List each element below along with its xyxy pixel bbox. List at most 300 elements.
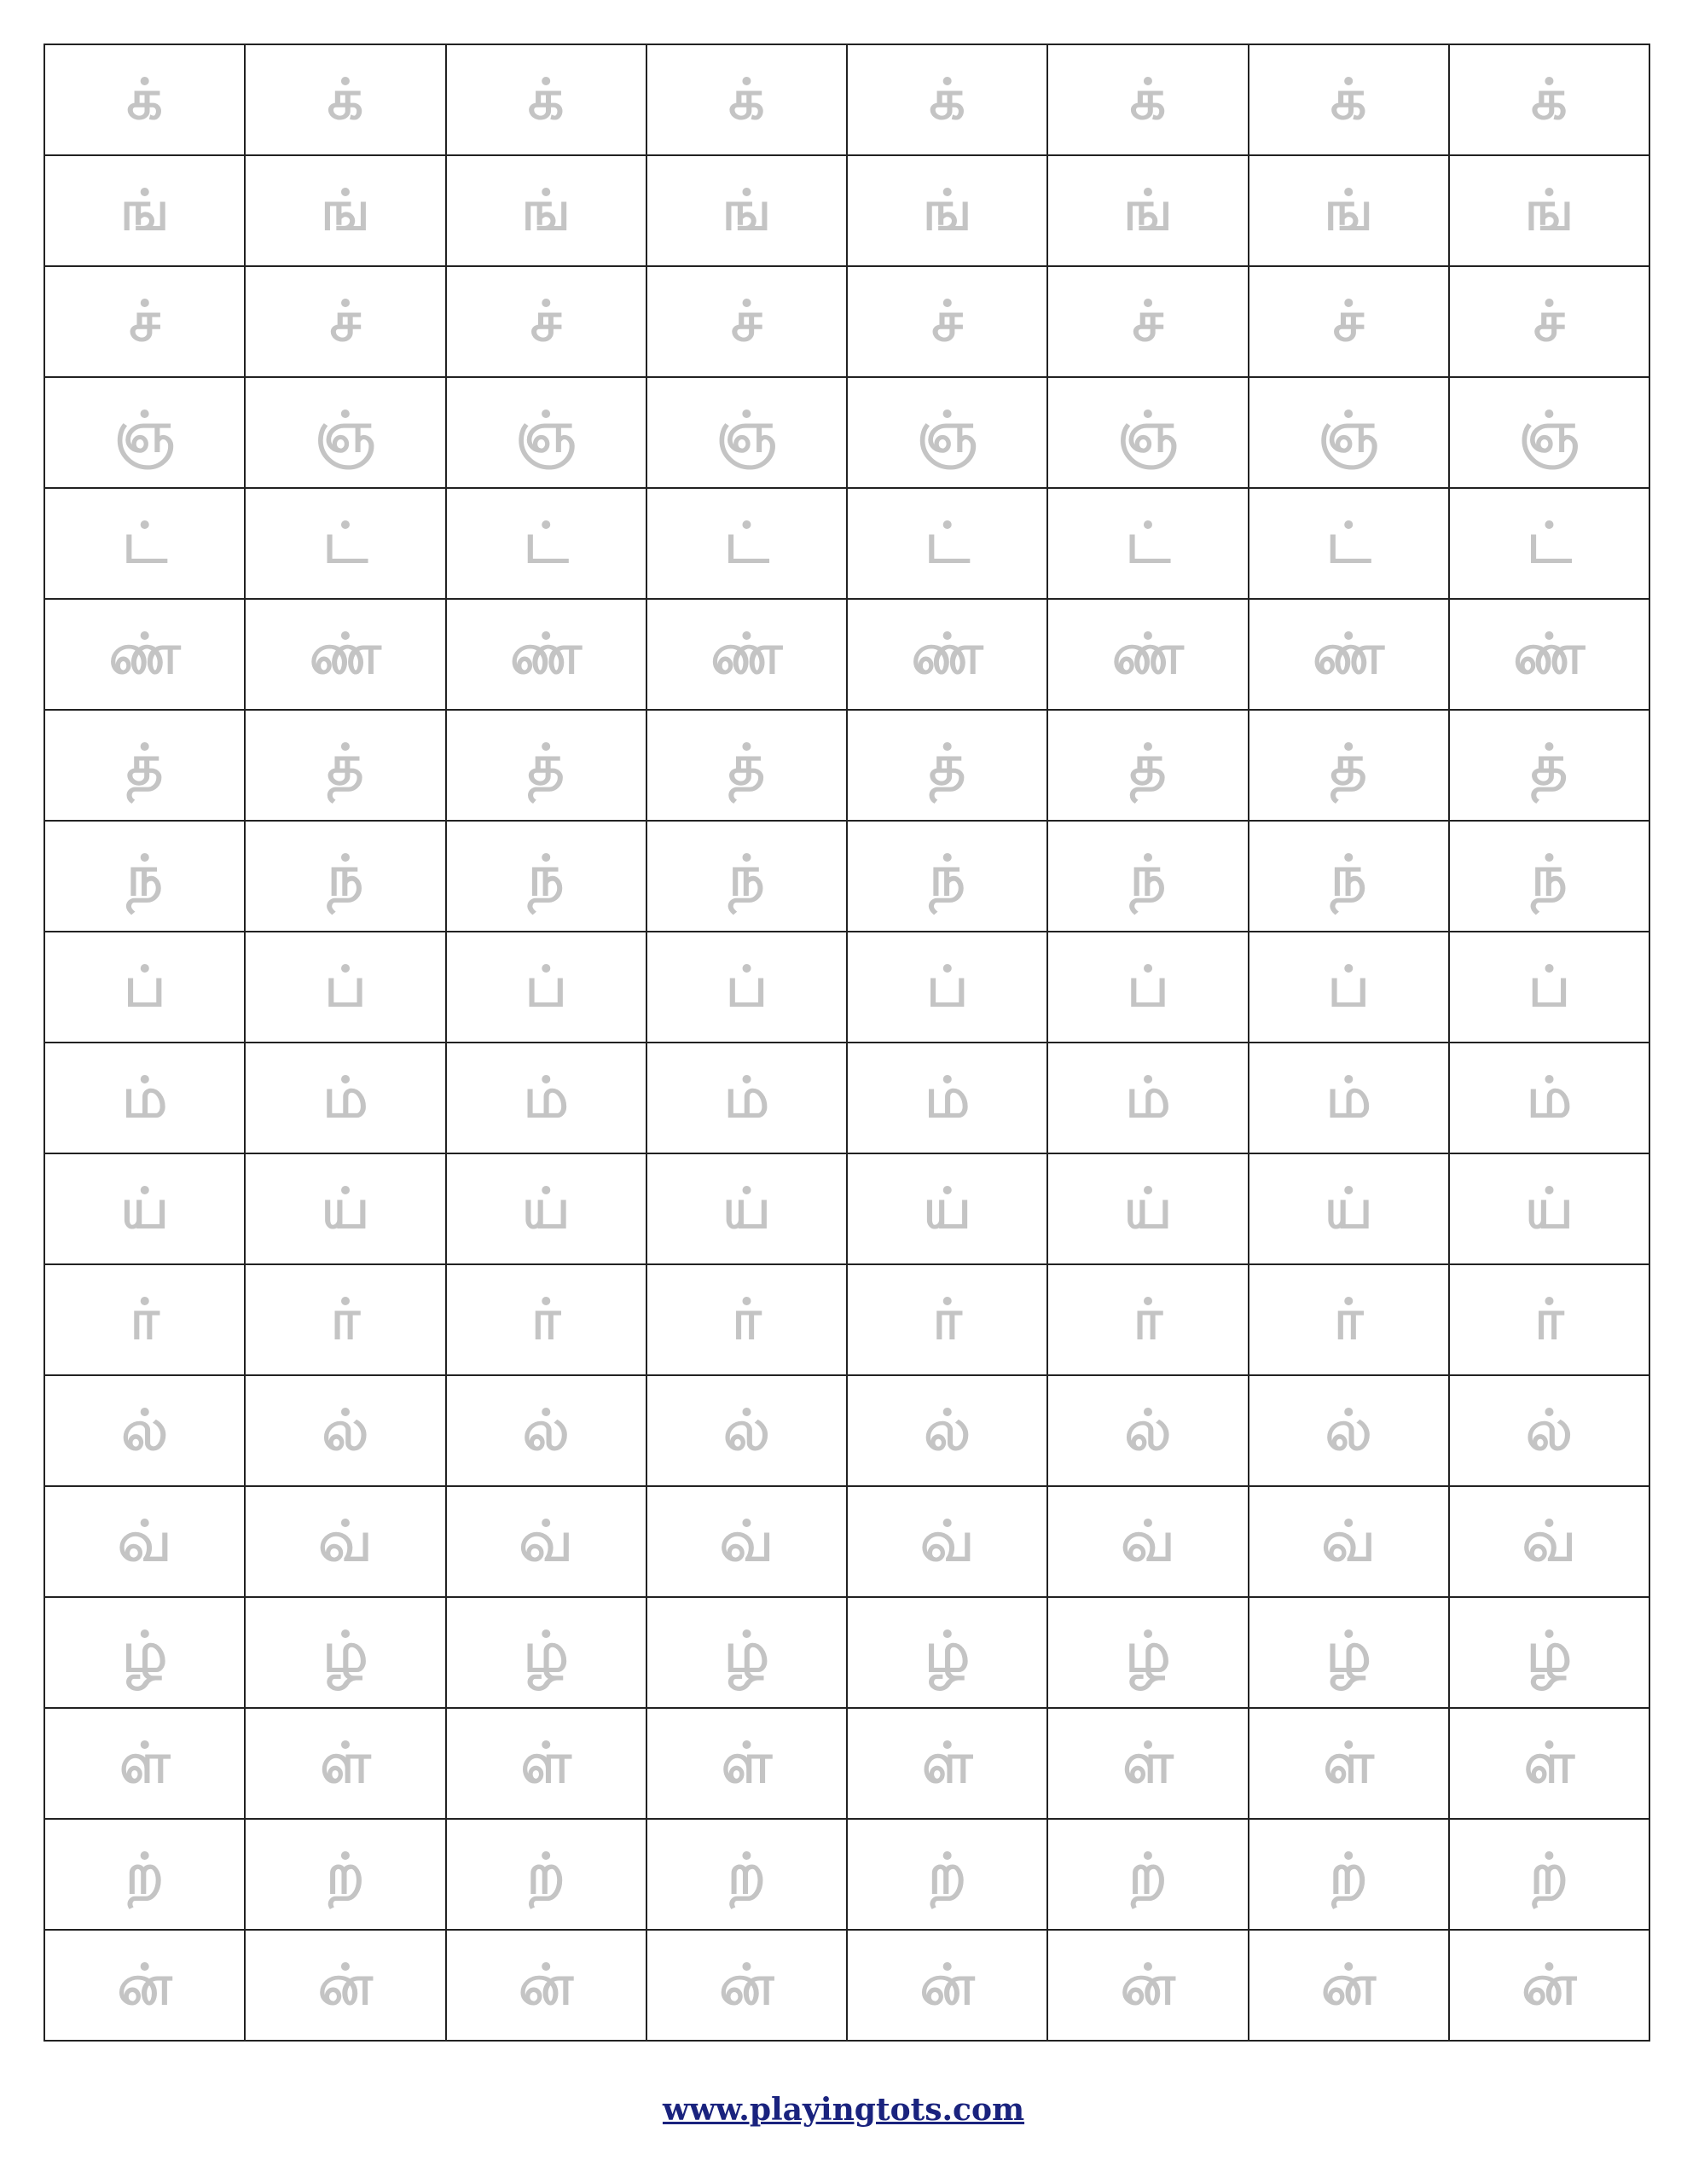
- tracing-letter: த்: [327, 732, 364, 798]
- tracing-letter: ன்: [1522, 1952, 1577, 2018]
- worksheet-cell: [1047, 1264, 1248, 1375]
- tracing-letter: ச்: [530, 288, 562, 354]
- worksheet-cell: [646, 1597, 847, 1708]
- worksheet-cell: [1047, 1043, 1248, 1153]
- tracing-letter: ங்: [922, 177, 972, 243]
- worksheet-cell: [44, 1486, 245, 1597]
- tracing-letter: க்: [126, 67, 163, 132]
- tracing-letter: ட்: [1325, 510, 1371, 576]
- worksheet-cell: [646, 266, 847, 377]
- tracing-letter: க்: [929, 67, 965, 132]
- worksheet-cell: [847, 488, 1047, 599]
- tracing-letter: ய்: [120, 1176, 169, 1241]
- tracing-letter: ள்: [1523, 1730, 1575, 1796]
- tracing-letter: வ்: [1121, 1508, 1175, 1574]
- worksheet-cell: [446, 710, 646, 821]
- tracing-letter: ற்: [125, 1841, 165, 1907]
- worksheet-cell: [1047, 1486, 1248, 1597]
- worksheet-cell: [646, 377, 847, 488]
- worksheet-cell: [847, 1819, 1047, 1930]
- worksheet-row: [44, 1043, 1649, 1153]
- worksheet-cell: [1249, 821, 1449, 932]
- worksheet-cell: [1449, 1375, 1649, 1486]
- tracing-letter: ம்: [723, 1065, 769, 1130]
- worksheet-cell: [1249, 488, 1449, 599]
- tracing-letter: ச்: [1332, 288, 1365, 354]
- worksheet-cell: [1249, 1375, 1449, 1486]
- tracing-letter: ஞ்: [1318, 399, 1379, 465]
- tracing-letter: ள்: [1122, 1730, 1174, 1796]
- tracing-letter: ப்: [725, 954, 768, 1019]
- tracing-letter: ல்: [722, 1397, 770, 1463]
- tracing-letter: ள்: [520, 1730, 571, 1796]
- tracing-letter: ட்: [1125, 510, 1171, 576]
- worksheet-cell: [44, 932, 245, 1043]
- worksheet-row: [44, 821, 1649, 932]
- worksheet-cell: [44, 266, 245, 377]
- worksheet-cell: [646, 44, 847, 155]
- worksheet-cell: [446, 377, 646, 488]
- tracing-letter: ய்: [1324, 1176, 1373, 1241]
- worksheet-cell: [847, 1708, 1047, 1819]
- worksheet-cell: [44, 155, 245, 266]
- tracing-letter: ற்: [526, 1841, 565, 1907]
- tracing-letter: ங்: [119, 177, 170, 243]
- worksheet-cell: [1449, 821, 1649, 932]
- worksheet-cell: [44, 710, 245, 821]
- worksheet-cell: [847, 377, 1047, 488]
- tracing-letter: ப்: [1127, 954, 1169, 1019]
- worksheet-cell: [245, 1819, 445, 1930]
- tracing-letter: ச்: [1533, 288, 1565, 354]
- worksheet-cell: [847, 932, 1047, 1043]
- worksheet-cell: [446, 1708, 646, 1819]
- worksheet-cell: [1047, 821, 1248, 932]
- tracing-letter: ந்: [1531, 843, 1568, 909]
- worksheet-cell: [245, 1708, 445, 1819]
- worksheet-cell: [44, 1597, 245, 1708]
- tracing-letter: ந்: [1330, 843, 1367, 909]
- tracing-letter: ஞ்: [515, 399, 577, 465]
- worksheet-cell: [1449, 266, 1649, 377]
- tracing-letter: வ்: [1522, 1508, 1576, 1574]
- tracing-letter: ந்: [527, 843, 565, 909]
- tracing-letter: வ்: [318, 1508, 373, 1574]
- worksheet-cell: [245, 932, 445, 1043]
- tracing-letter: ங்: [320, 177, 370, 243]
- worksheet-cell: [1047, 599, 1248, 710]
- worksheet-cell: [646, 1153, 847, 1264]
- worksheet-cell: [44, 488, 245, 599]
- tracing-letter: ந்: [126, 843, 163, 909]
- worksheet-cell: [446, 155, 646, 266]
- tracing-letter: ப்: [1327, 954, 1370, 1019]
- tracing-letter: ய்: [521, 1176, 571, 1241]
- worksheet-row: [44, 1375, 1649, 1486]
- worksheet-row: [44, 266, 1649, 377]
- tracing-letter: ற்: [1529, 1841, 1568, 1907]
- tracing-letter: ல்: [522, 1397, 570, 1463]
- tracing-letter: ண்: [911, 621, 983, 687]
- worksheet-cell: [245, 821, 445, 932]
- worksheet-cell: [44, 599, 245, 710]
- worksheet-cell: [44, 1153, 245, 1264]
- worksheet-cell: [646, 1375, 847, 1486]
- tracing-letter: ங்: [521, 177, 571, 243]
- worksheet-cell: [1249, 932, 1449, 1043]
- tracing-letter: த்: [1530, 732, 1568, 798]
- worksheet-cell: [446, 599, 646, 710]
- tracing-letter: ய்: [321, 1176, 370, 1241]
- worksheet-cell: [646, 821, 847, 932]
- worksheet-cell: [245, 599, 445, 710]
- tracing-letter: ட்: [523, 510, 569, 576]
- worksheet-row: [44, 710, 1649, 821]
- tracing-letter: ள்: [1323, 1730, 1374, 1796]
- tracing-letter: ச்: [931, 288, 963, 354]
- worksheet-cell: [1449, 1486, 1649, 1597]
- worksheet-cell: [1449, 377, 1649, 488]
- worksheet-cell: [646, 1486, 847, 1597]
- worksheet-cell: [245, 1930, 445, 2041]
- worksheet-cell: [446, 488, 646, 599]
- tracing-letter: ய்: [923, 1176, 971, 1241]
- worksheet-cell: [446, 1819, 646, 1930]
- worksheet-cell: [1449, 44, 1649, 155]
- tracing-letter: ப்: [1528, 954, 1570, 1019]
- worksheet-cell: [1249, 1708, 1449, 1819]
- tracing-letter: ம்: [122, 1065, 168, 1130]
- worksheet-cell: [245, 1375, 445, 1486]
- worksheet-cell: [1449, 710, 1649, 821]
- tracing-letter: ர்: [932, 1287, 962, 1352]
- tracing-letter: ந்: [728, 843, 765, 909]
- tracing-letter: ங்: [1524, 177, 1574, 243]
- tracing-letter: ட்: [724, 510, 769, 576]
- worksheet-cell: [1047, 488, 1248, 599]
- worksheet-cell: [1047, 1930, 1248, 2041]
- tracing-worksheet-grid: [43, 44, 1650, 2042]
- tracing-letter: ம்: [1125, 1065, 1171, 1130]
- worksheet-cell: [446, 1597, 646, 1708]
- worksheet-cell: [646, 710, 847, 821]
- tracing-letter: ற்: [727, 1841, 766, 1907]
- tracing-letter: ல்: [1525, 1397, 1573, 1463]
- worksheet-cell: [1449, 1930, 1649, 2041]
- worksheet-cell: [847, 1153, 1047, 1264]
- worksheet-cell: [245, 488, 445, 599]
- worksheet-cell: [646, 1043, 847, 1153]
- worksheet-cell: [245, 1153, 445, 1264]
- tracing-letter: ள்: [921, 1730, 973, 1796]
- worksheet-cell: [446, 266, 646, 377]
- tracing-letter: க்: [728, 67, 765, 132]
- tracing-letter: க்: [1330, 67, 1367, 132]
- tracing-letter: ச்: [1132, 288, 1164, 354]
- tracing-letter: ஞ்: [315, 399, 376, 465]
- worksheet-row: [44, 1597, 1649, 1708]
- worksheet-cell: [1449, 599, 1649, 710]
- worksheet-cell: [1449, 1153, 1649, 1264]
- tracing-letter: ன்: [117, 1952, 172, 2018]
- worksheet-cell: [646, 599, 847, 710]
- worksheet-cell: [1449, 488, 1649, 599]
- worksheet-cell: [1249, 377, 1449, 488]
- worksheet-cell: [646, 155, 847, 266]
- worksheet-row: [44, 377, 1649, 488]
- worksheet-cell: [1249, 1264, 1449, 1375]
- tracing-letter: ந்: [1129, 843, 1167, 909]
- worksheet-cell: [646, 488, 847, 599]
- worksheet-cell: [245, 710, 445, 821]
- worksheet-cell: [1047, 155, 1248, 266]
- worksheet-cell: [245, 1486, 445, 1597]
- worksheet-cell: [1047, 1819, 1248, 1930]
- tracing-letter: ல்: [924, 1397, 971, 1463]
- worksheet-cell: [1047, 377, 1248, 488]
- tracing-letter: ள்: [119, 1730, 171, 1796]
- tracing-letter: ப்: [525, 954, 567, 1019]
- tracing-letter: ப்: [124, 954, 166, 1019]
- worksheet-cell: [245, 377, 445, 488]
- tracing-letter: த்: [126, 732, 164, 798]
- worksheet-cell: [245, 1597, 445, 1708]
- tracing-letter: ல்: [1325, 1397, 1372, 1463]
- website-link[interactable]: www.playingtots.com: [662, 2092, 1025, 2128]
- worksheet-cell: [1249, 710, 1449, 821]
- worksheet-cell: [1249, 1153, 1449, 1264]
- tracing-letter: ன்: [919, 1952, 975, 2018]
- worksheet-cell: [847, 1375, 1047, 1486]
- tracing-letter: ர்: [732, 1287, 762, 1352]
- worksheet-cell: [646, 1708, 847, 1819]
- worksheet-row: [44, 1264, 1649, 1375]
- tracing-letter: க்: [1531, 67, 1568, 132]
- worksheet-cell: [1249, 155, 1449, 266]
- tracing-letter: ஞ்: [114, 399, 176, 465]
- tracing-letter: க்: [327, 67, 363, 132]
- worksheet-cell: [1249, 1930, 1449, 2041]
- tracing-letter: ழ்: [1125, 1619, 1171, 1685]
- worksheet-cell: [44, 1264, 245, 1375]
- tracing-letter: ட்: [322, 510, 368, 576]
- worksheet-cell: [1449, 1708, 1649, 1819]
- tracing-letter: ந்: [929, 843, 965, 909]
- tracing-letter: ழ்: [723, 1619, 769, 1685]
- tracing-letter: ர்: [330, 1287, 361, 1352]
- tracing-letter: த்: [1129, 732, 1167, 798]
- worksheet-cell: [1047, 266, 1248, 377]
- worksheet-cell: [1249, 266, 1449, 377]
- worksheet-cell: [44, 1930, 245, 2041]
- worksheet-cell: [446, 932, 646, 1043]
- worksheet-cell: [446, 1486, 646, 1597]
- tracing-letter: ண்: [1111, 621, 1184, 687]
- worksheet-cell: [1249, 1597, 1449, 1708]
- tracing-letter: ன்: [719, 1952, 774, 2018]
- worksheet-cell: [245, 266, 445, 377]
- tracing-letter: ழ்: [322, 1619, 368, 1685]
- worksheet-cell: [847, 1043, 1047, 1153]
- tracing-letter: ங்: [1122, 177, 1173, 243]
- worksheet-cell: [847, 710, 1047, 821]
- tracing-letter: ழ்: [122, 1619, 168, 1685]
- worksheet-row: [44, 1153, 1649, 1264]
- tracing-letter: ன்: [317, 1952, 373, 2018]
- worksheet-cell: [1047, 1153, 1248, 1264]
- tracing-letter: ண்: [1513, 621, 1586, 687]
- tracing-letter: ற்: [928, 1841, 967, 1907]
- worksheet-row: [44, 155, 1649, 266]
- worksheet-cell: [1249, 1486, 1449, 1597]
- tracing-letter: ர்: [1133, 1287, 1163, 1352]
- worksheet-cell: [44, 44, 245, 155]
- worksheet-cell: [44, 377, 245, 488]
- tracing-letter: ள்: [721, 1730, 773, 1796]
- tracing-letter: ட்: [925, 510, 970, 576]
- tracing-letter: ம்: [925, 1065, 971, 1130]
- tracing-letter: ழ்: [1325, 1619, 1371, 1685]
- tracing-letter: ற்: [1329, 1841, 1368, 1907]
- tracing-letter: ர்: [530, 1287, 561, 1352]
- tracing-letter: ண்: [309, 621, 381, 687]
- worksheet-cell: [847, 155, 1047, 266]
- tracing-letter: ச்: [329, 288, 362, 354]
- worksheet-cell: [1047, 932, 1248, 1043]
- tracing-letter: ழ்: [925, 1619, 971, 1685]
- worksheet-cell: [1249, 599, 1449, 710]
- worksheet-cell: [847, 1264, 1047, 1375]
- worksheet-cell: [245, 1264, 445, 1375]
- worksheet-cell: [1449, 155, 1649, 266]
- tracing-letter: ந்: [327, 843, 364, 909]
- worksheet-cell: [1449, 1597, 1649, 1708]
- worksheet-cell: [44, 1375, 245, 1486]
- worksheet-cell: [446, 1043, 646, 1153]
- worksheet-cell: [646, 1264, 847, 1375]
- tracing-letter: த்: [728, 732, 765, 798]
- worksheet-row: [44, 44, 1649, 155]
- tracing-letter: ன்: [1321, 1952, 1377, 2018]
- worksheet-cell: [1047, 44, 1248, 155]
- tracing-letter: வ்: [1321, 1508, 1376, 1574]
- tracing-letter: ம்: [523, 1065, 569, 1130]
- tracing-letter: ங்: [1324, 177, 1374, 243]
- tracing-letter: ட்: [1527, 510, 1572, 576]
- tracing-letter: ல்: [322, 1397, 369, 1463]
- tracing-letter: ர்: [1534, 1287, 1564, 1352]
- worksheet-cell: [446, 1264, 646, 1375]
- worksheet-cell: [446, 1153, 646, 1264]
- tracing-letter: ஞ்: [917, 399, 978, 465]
- tracing-letter: ள்: [320, 1730, 371, 1796]
- tracing-letter: ல்: [1124, 1397, 1172, 1463]
- worksheet-row: [44, 599, 1649, 710]
- tracing-letter: ய்: [1525, 1176, 1574, 1241]
- worksheet-cell: [1249, 1043, 1449, 1153]
- tracing-letter: ண்: [510, 621, 583, 687]
- worksheet-cell: [1249, 44, 1449, 155]
- tracing-letter: த்: [1330, 732, 1367, 798]
- worksheet-cell: [646, 932, 847, 1043]
- worksheet-cell: [1047, 1708, 1248, 1819]
- worksheet-cell: [646, 1930, 847, 2041]
- worksheet-cell: [1449, 932, 1649, 1043]
- worksheet-cell: [1047, 1597, 1248, 1708]
- tracing-letter: க்: [1129, 67, 1166, 132]
- tracing-letter: ற்: [1128, 1841, 1168, 1907]
- worksheet-row: [44, 932, 1649, 1043]
- tracing-letter: ஞ்: [1518, 399, 1580, 465]
- worksheet-cell: [1047, 710, 1248, 821]
- tracing-letter: ங்: [722, 177, 772, 243]
- worksheet-cell: [446, 1930, 646, 2041]
- worksheet-row: [44, 1930, 1649, 2041]
- tracing-letter: ண்: [108, 621, 181, 687]
- worksheet-row: [44, 1819, 1649, 1930]
- worksheet-cell: [847, 266, 1047, 377]
- worksheet-cell: [245, 44, 445, 155]
- tracing-letter: ச்: [731, 288, 762, 354]
- worksheet-cell: [1047, 1375, 1248, 1486]
- tracing-letter: ப்: [324, 954, 367, 1019]
- worksheet-cell: [847, 1597, 1047, 1708]
- worksheet-cell: [646, 1819, 847, 1930]
- worksheet-cell: [847, 1930, 1047, 2041]
- tracing-letter: ன்: [519, 1952, 574, 2018]
- tracing-letter: ர்: [1333, 1287, 1364, 1352]
- worksheet-cell: [44, 1819, 245, 1930]
- tracing-letter: க்: [528, 67, 565, 132]
- worksheet-cell: [847, 599, 1047, 710]
- tracing-letter: ழ்: [523, 1619, 569, 1685]
- tracing-letter: வ்: [118, 1508, 172, 1574]
- worksheet-cell: [1449, 1264, 1649, 1375]
- tracing-letter: ண்: [1313, 621, 1385, 687]
- tracing-letter: ர்: [130, 1287, 159, 1352]
- tracing-letter: ஞ்: [716, 399, 777, 465]
- worksheet-cell: [446, 44, 646, 155]
- worksheet-cell: [446, 1375, 646, 1486]
- tracing-letter: ட்: [122, 510, 167, 576]
- tracing-letter: வ்: [519, 1508, 573, 1574]
- tracing-letter: ண்: [710, 621, 783, 687]
- tracing-letter: ற்: [326, 1841, 365, 1907]
- worksheet-cell: [446, 821, 646, 932]
- worksheet-cell: [1249, 1819, 1449, 1930]
- worksheet-grid-body: [44, 44, 1649, 2041]
- worksheet-cell: [847, 1486, 1047, 1597]
- worksheet-cell: [847, 44, 1047, 155]
- tracing-letter: ல்: [121, 1397, 169, 1463]
- worksheet-cell: [44, 821, 245, 932]
- tracing-letter: ம்: [1526, 1065, 1572, 1130]
- worksheet-cell: [1449, 1043, 1649, 1153]
- worksheet-row: [44, 1708, 1649, 1819]
- tracing-letter: ழ்: [1526, 1619, 1572, 1685]
- worksheet-cell: [44, 1043, 245, 1153]
- worksheet-cell: [245, 155, 445, 266]
- tracing-letter: ம்: [322, 1065, 368, 1130]
- tracing-letter: ச்: [129, 288, 160, 354]
- tracing-letter: வ்: [719, 1508, 774, 1574]
- tracing-letter: ஞ்: [1117, 399, 1179, 465]
- tracing-letter: ன்: [1120, 1952, 1175, 2018]
- worksheet-cell: [1449, 1819, 1649, 1930]
- worksheet-cell: [245, 1043, 445, 1153]
- tracing-letter: த்: [527, 732, 565, 798]
- tracing-letter: ம்: [1325, 1065, 1371, 1130]
